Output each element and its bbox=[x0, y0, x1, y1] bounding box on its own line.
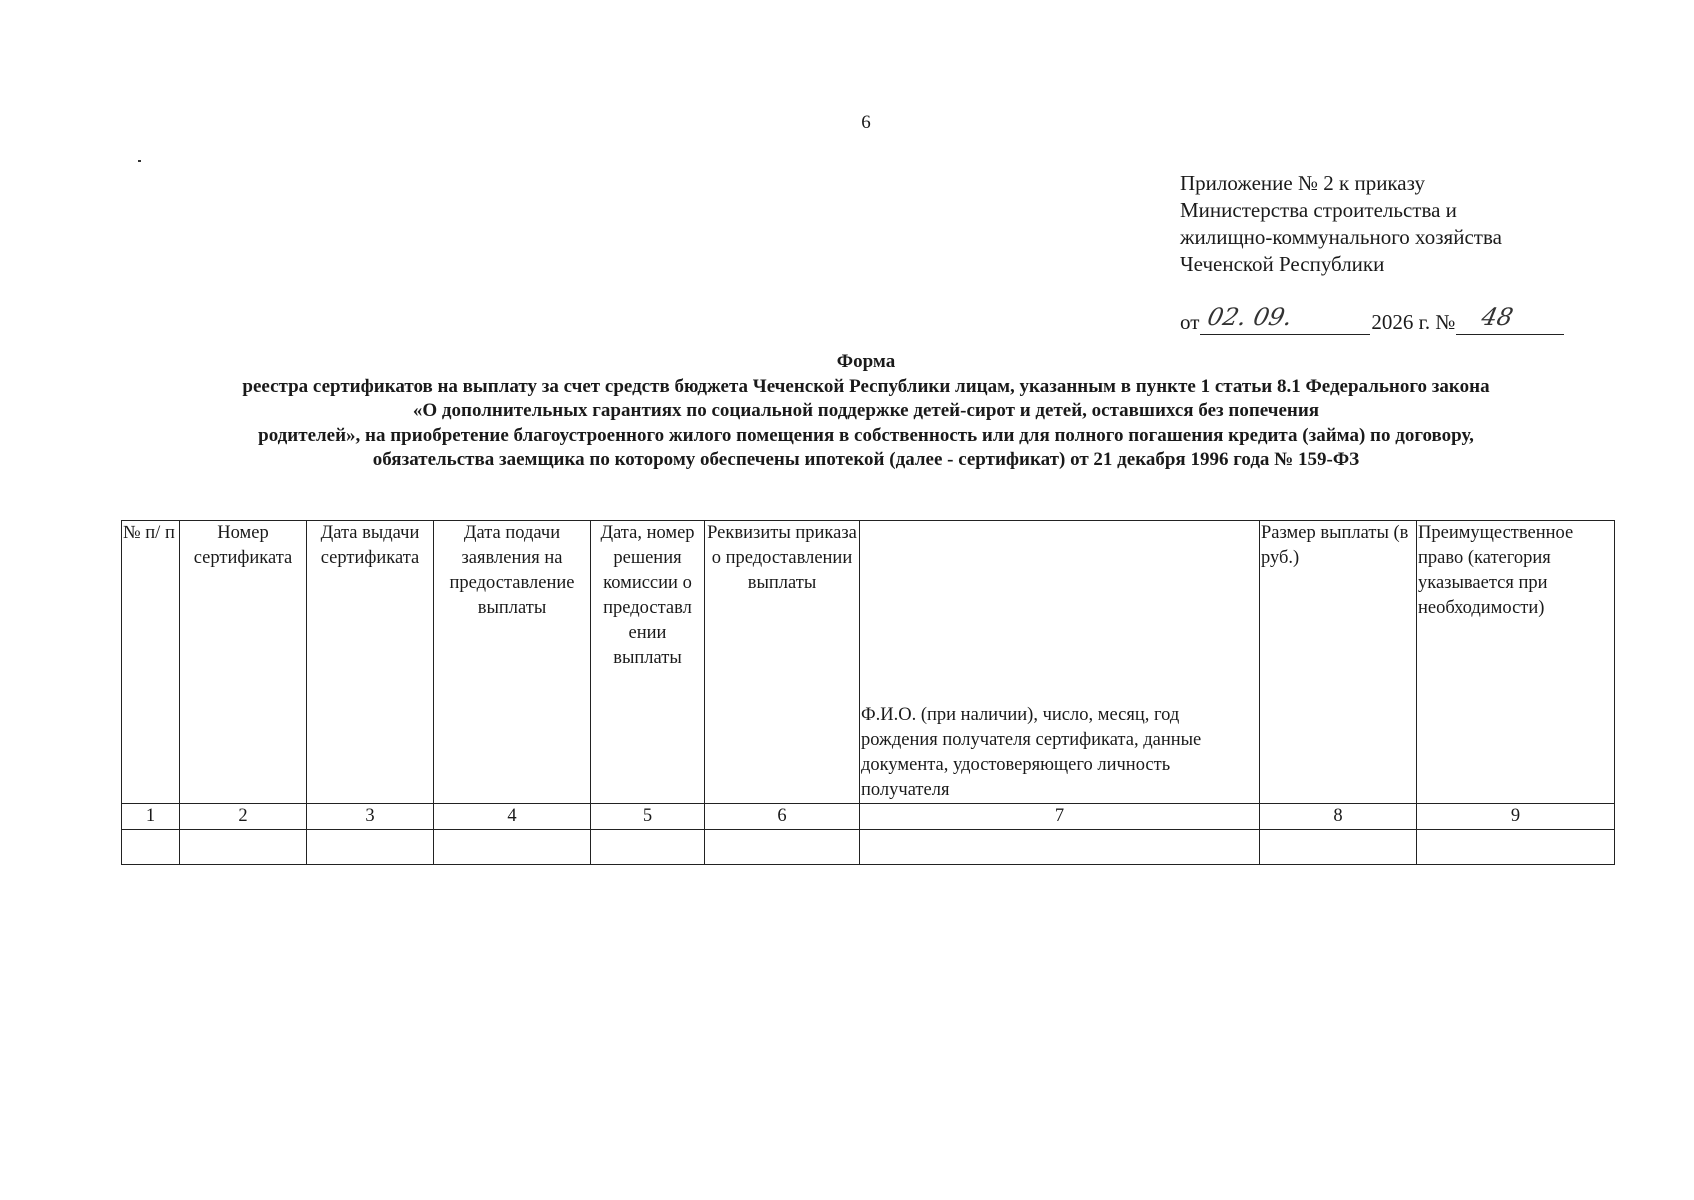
order-reference bbox=[1180, 303, 1565, 335]
table-cell bbox=[591, 830, 705, 865]
appendix-line: Приложение № 2 к приказу bbox=[1180, 171, 1425, 195]
table-cell bbox=[180, 830, 307, 865]
header-cell: Преимущественное право (категория указывается при необходимости) bbox=[1417, 521, 1615, 804]
page-number: 6 bbox=[861, 112, 871, 133]
appendix-line: Министерства строительства и bbox=[1180, 198, 1457, 222]
appendix-line: жилищно-коммунального хозяйства bbox=[1180, 225, 1502, 249]
column-number-cell: 4 bbox=[434, 804, 591, 830]
appendix-block bbox=[1180, 170, 1502, 278]
table-cell bbox=[860, 830, 1260, 865]
table-cell bbox=[1417, 830, 1615, 865]
order-number-blank bbox=[1456, 303, 1564, 335]
column-number-cell: 9 bbox=[1417, 804, 1615, 830]
column-number-cell: 3 bbox=[307, 804, 434, 830]
table-cell bbox=[122, 830, 180, 865]
header-cell: Ф.И.О. (при наличии), число, месяц, год рождения получателя сертификата, данные документа, удостоверяющего личность получателя bbox=[860, 521, 1260, 804]
column-number-cell: 1 bbox=[122, 804, 180, 830]
form-heading-line: «О дополнительных гарантиях по социальной поддержке детей-сирот и детей, оставшихся без попечения bbox=[412, 400, 1320, 421]
form-heading bbox=[130, 350, 1602, 473]
form-title: Форма bbox=[836, 351, 896, 372]
header-cell: Дата, номер решения комиссии о предоставл ении выплаты bbox=[591, 521, 705, 804]
registry-table bbox=[121, 520, 1615, 865]
header-cell: № п/ п bbox=[122, 521, 180, 804]
form-heading-line: обязательства заемщика по которому обеспечены ипотекой (далее - сертификат) от 21 декабря 1996 года № 159-ФЗ bbox=[372, 449, 1360, 470]
order-prefix: от bbox=[1180, 310, 1200, 334]
header-cell: Дата подачи заявления на предоставление выплаты bbox=[434, 521, 591, 804]
column-number-cell: 2 bbox=[180, 804, 307, 830]
header-cell: Номер сертификата bbox=[180, 521, 307, 804]
table-cell bbox=[434, 830, 591, 865]
column-number-cell: 8 bbox=[1260, 804, 1417, 830]
order-date-blank bbox=[1200, 303, 1370, 335]
column-number-cell: 6 bbox=[705, 804, 860, 830]
order-date-handwritten: 02. 09. bbox=[1205, 303, 1296, 331]
form-heading-line: родителей», на приобретение благоустроенного жилого помещения в собственность или для полного погашения кредита (займа) по договору, bbox=[258, 424, 1474, 446]
column-number-row bbox=[122, 804, 1615, 830]
table-cell bbox=[1260, 830, 1417, 865]
order-number-handwritten: 48 bbox=[1479, 303, 1516, 331]
scan-speck bbox=[138, 160, 141, 162]
table-row bbox=[122, 830, 1615, 865]
appendix-line: Чеченской Республики bbox=[1180, 252, 1385, 276]
column-number-cell: 7 bbox=[860, 804, 1260, 830]
column-number-cell: 5 bbox=[591, 804, 705, 830]
table-cell bbox=[705, 830, 860, 865]
form-heading-line: реестра сертификатов на выплату за счет средств бюджета Чеченской Республики лицам, указанным в пункте 1 статьи 8.1 Федерального закона bbox=[242, 375, 1490, 397]
table-cell bbox=[307, 830, 434, 865]
header-cell: Реквизиты приказа о предоставлении выплаты bbox=[705, 521, 860, 804]
table-header-row bbox=[122, 521, 1615, 804]
header-cell: Размер выплаты (в руб.) bbox=[1260, 521, 1417, 804]
header-cell: Дата выдачи сертификата bbox=[307, 521, 434, 804]
order-year-label: 2026 г. № bbox=[1371, 310, 1456, 334]
